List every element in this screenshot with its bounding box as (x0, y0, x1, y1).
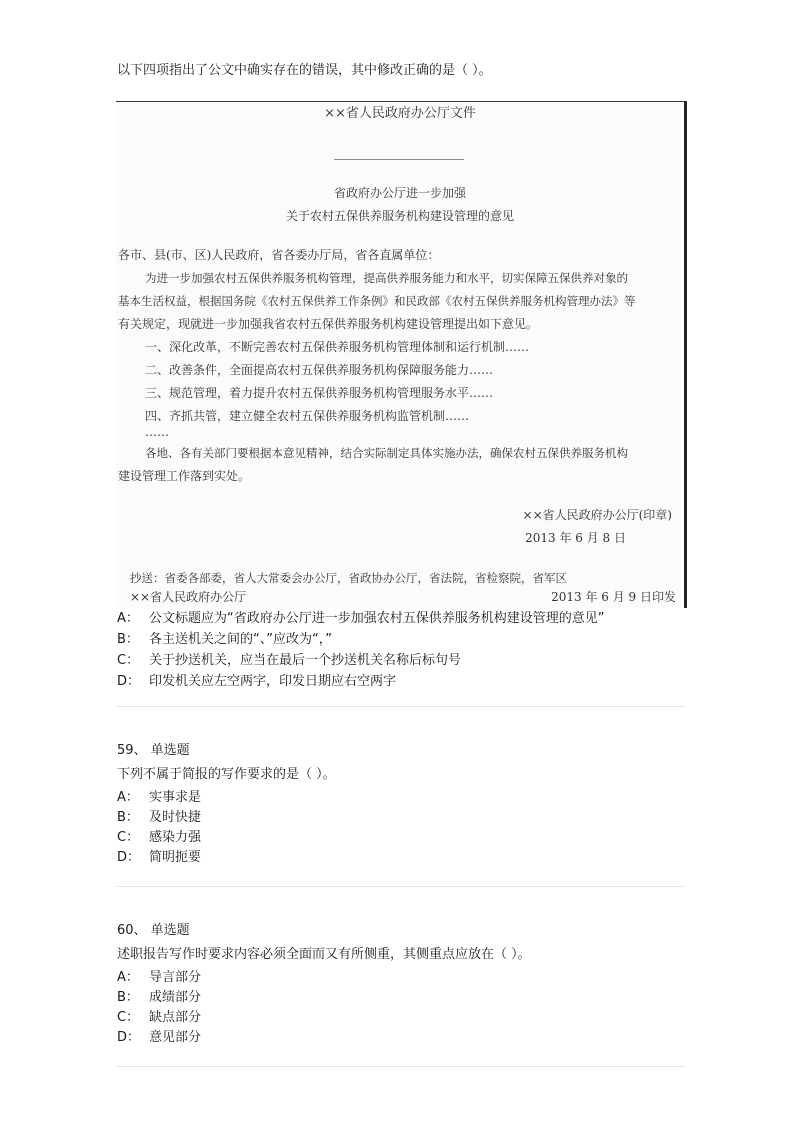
doc-body-line: 有关规定，现就进一步加强我省农村五保供养服务机构建设管理提出如下意见。 (118, 317, 539, 331)
option-text: 导言部分 (149, 970, 202, 985)
option-key: C： (117, 1010, 140, 1025)
option-key: A： (117, 970, 139, 985)
question-divider (117, 706, 685, 707)
option-b[interactable] (117, 989, 201, 1007)
doc-body-line: 基本生活权益，根据国务院《农村五保供养工作条例》和民政部《农村五保供养服务机构管理办法》等 (118, 294, 636, 308)
doc-title-line2: 关于农村五保供养服务机构建设管理的意见 (285, 209, 514, 223)
option-d[interactable] (117, 1029, 201, 1047)
doc-title-line1: 省政府办公厅进一步加强 (333, 186, 466, 200)
doc-header: ××省人民政府办公厅文件 (324, 106, 476, 121)
doc-signature: ××省人民政府办公厅(印章) (522, 508, 672, 522)
option-text: 关于抄送机关，应当在最后一个抄送机关名称后标句号 (149, 653, 462, 668)
doc-body-line: 三、规范管理，着力提升农村五保供养服务机构管理服务水平…… (145, 386, 494, 400)
question-59-number: 59、 单选题 (117, 743, 190, 758)
option-key: A： (117, 611, 139, 626)
option-text: 缺点部分 (149, 1010, 202, 1025)
option-text: 感染力强 (149, 830, 202, 845)
option-key: C： (117, 830, 140, 845)
doc-issue-date: 2013 年 6 月 9 日印发 (551, 590, 676, 604)
option-text: 成绩部分 (149, 990, 202, 1005)
doc-header-rule (334, 159, 464, 160)
option-text: 意见部分 (149, 1030, 202, 1045)
doc-cc: 抄送：省委各部委，省人大常委会办公厅，省政协办公厅，省法院，省检察院，省军区 (130, 571, 567, 585)
document-scan-image (116, 101, 687, 608)
option-key: D： (117, 1030, 141, 1045)
doc-date: 2013 年 6 月 8 日 (525, 531, 626, 545)
doc-body-line: 为进一步加强农村五保供养服务机构管理，提高供养服务能力和水平，切实保障五保供养对象的 (145, 271, 628, 285)
doc-issuer: ××省人民政府办公厅 (130, 590, 247, 604)
option-key: B： (117, 810, 139, 825)
question-divider (117, 886, 685, 887)
option-d[interactable] (117, 849, 201, 867)
option-key: B： (117, 632, 139, 647)
doc-body-line: …… (145, 425, 169, 439)
option-c[interactable] (117, 829, 201, 847)
option-key: B： (117, 990, 139, 1005)
option-text: 简明扼要 (149, 850, 202, 865)
question-60-stem: 述职报告写作时要求内容必须全面而又有所侧重，其侧重点应放在（ ）。 (117, 947, 531, 962)
option-text: 实事求是 (149, 790, 202, 805)
option-d[interactable] (117, 673, 396, 691)
question-59-stem: 下列不属于简报的写作要求的是（ ）。 (117, 767, 336, 782)
option-b[interactable] (117, 809, 201, 827)
question-58-stem: 以下四项指出了公文中确实存在的错误，其中修改正确的是（ ）。 (117, 63, 492, 78)
option-key: A： (117, 790, 139, 805)
question-divider (117, 1066, 685, 1067)
doc-addressees: 各市、县(市、区)人民政府，省各委办厅局，省各直属单位： (118, 248, 440, 262)
doc-body-line: 二、改善条件，全面提高农村五保供养服务机构保障服务能力…… (145, 363, 494, 377)
option-text: 及时快捷 (149, 810, 202, 825)
option-a[interactable] (117, 969, 201, 987)
option-text: 各主送机关之间的“、”应改为“，” (149, 632, 332, 647)
doc-body-line: 四、齐抓共管，建立健全农村五保供养服务机构监管机制…… (145, 409, 470, 423)
option-a[interactable] (117, 610, 604, 628)
option-key: C： (117, 653, 140, 668)
option-c[interactable] (117, 1009, 201, 1027)
doc-body-line: 一、深化改革，不断完善农村五保供养服务机构管理体制和运行机制…… (145, 340, 530, 354)
option-a[interactable] (117, 789, 201, 807)
option-text: 印发机关应左空两字，印发日期应右空两字 (149, 674, 397, 689)
option-text: 公文标题应为“省政府办公厅进一步加强农村五保供养服务机构建设管理的意见” (149, 611, 605, 626)
option-key: D： (117, 850, 141, 865)
doc-body-line: 各地、各有关部门要根据本意见精神，结合实际制定具体实施办法，确保农村五保供养服务机构 (145, 446, 628, 460)
option-c[interactable] (117, 652, 461, 670)
doc-body-line: 建设管理工作落到实处。 (118, 469, 251, 483)
question-60-number: 60、 单选题 (117, 923, 190, 938)
option-key: D： (117, 674, 141, 689)
option-b[interactable] (117, 631, 332, 649)
